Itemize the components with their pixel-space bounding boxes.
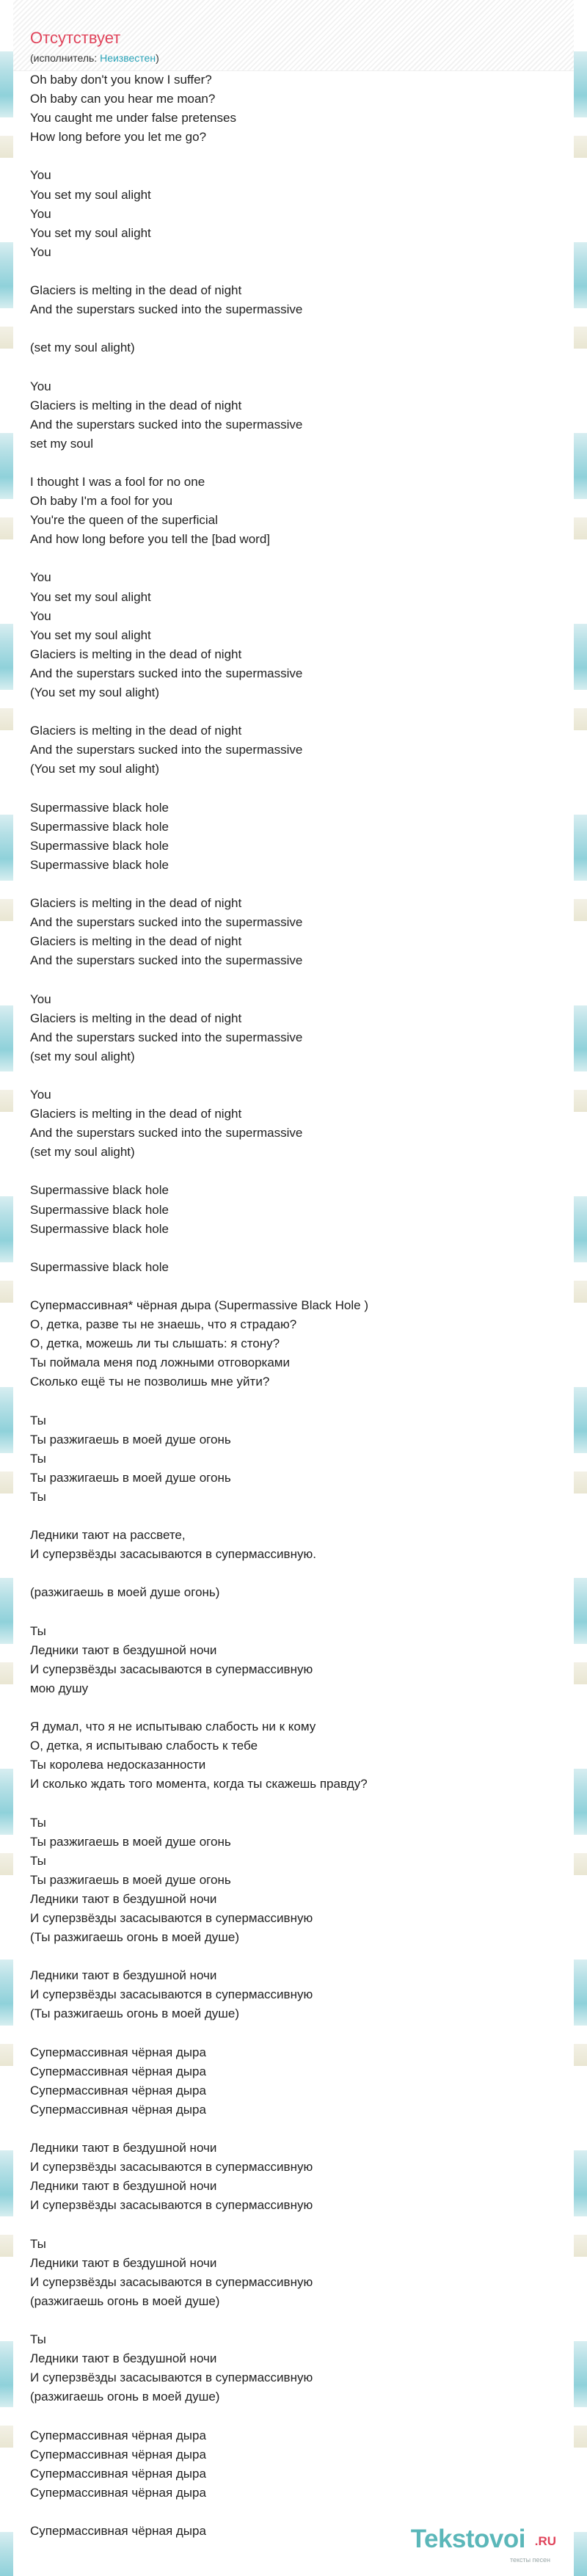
- lyrics-line: (You set my soul alight): [30, 762, 160, 776]
- lyrics-blank-line: [30, 702, 551, 721]
- lyrics-line: Glaciers is melting in the dead of night: [30, 896, 242, 911]
- lyrics-line: Oh baby don't you know I suffer?: [30, 73, 212, 87]
- lyrics-line: О, детка, можешь ли ты слышать: я стону?: [30, 1336, 280, 1351]
- lyrics-blank-line: [30, 1603, 551, 1622]
- lyrics-blank-line: [30, 147, 551, 166]
- lyrics-blank-line: [30, 875, 551, 894]
- lyrics-line: (set my soul alight): [30, 1049, 135, 1063]
- lyrics-blank-line: [30, 1066, 551, 1085]
- lyrics-blank-line: [30, 1391, 551, 1411]
- lyrics-blank-line: [30, 454, 551, 473]
- lyrics-line: set my soul: [30, 436, 93, 451]
- lyrics-blank-line: [30, 1507, 551, 1526]
- lyrics-line: И суперзвёзды засасываются в супермассивную: [30, 1911, 313, 1925]
- lyrics-line: Ты: [30, 1623, 46, 1638]
- lyrics-blank-line: [30, 1277, 551, 1296]
- lyrics-line: You set my soul alight: [30, 187, 151, 202]
- lyrics-blank-line: [30, 1947, 551, 1966]
- lyrics-line: И суперзвёзды засасываются в супермассивную: [30, 2274, 313, 2289]
- lyrics-line: Ледники тают в бездушной ночи: [30, 2179, 217, 2194]
- right-decorative-stripe: [574, 0, 587, 2576]
- lyrics-line: You set my soul alight: [30, 225, 151, 240]
- lyrics-line: Сколько ещё ты не позволишь мне уйти?: [30, 1375, 270, 1389]
- lyrics-line: И суперзвёзды засасываются в супермассивную: [30, 2371, 313, 2385]
- lyrics-blank-line: [30, 549, 551, 568]
- lyrics-line: Ты: [30, 1815, 46, 1830]
- lyrics-line: You: [30, 1087, 51, 1102]
- lyrics-line: I thought I was a fool for no one: [30, 474, 205, 489]
- lyrics-line: Ледники тают на рассвете,: [30, 1528, 186, 1543]
- song-title: Отсутствует: [30, 29, 121, 47]
- lyrics-line: Ты разжигаешь в моей душе огонь: [30, 1470, 231, 1485]
- lyrics-line: Oh baby can you hear me moan?: [30, 92, 216, 106]
- lyrics-blank-line: [30, 357, 551, 376]
- lyrics-blank-line: [30, 2406, 551, 2426]
- lyrics-line: You're the queen of the superficial: [30, 513, 218, 528]
- lyrics-line: You: [30, 206, 51, 221]
- lyrics-line: О, детка, разве ты не знаешь, что я страдаю?: [30, 1317, 297, 1332]
- lyrics-line: И суперзвёзды засасываются в супермассивную: [30, 1662, 313, 1676]
- lyrics-line: (set my soul alight): [30, 341, 135, 355]
- lyrics-line: мою душу: [30, 1681, 89, 1695]
- artist-suffix: ): [156, 52, 159, 64]
- lyrics-line: Supermassive black hole: [30, 1183, 169, 1198]
- lyrics-line: Ты: [30, 2236, 46, 2251]
- lyrics-line: И суперзвёзды засасываются в супермассивную.: [30, 1547, 316, 1562]
- lyrics-line: Glaciers is melting in the dead of night: [30, 1011, 242, 1025]
- lyrics-line: Я думал, что я не испытываю слабость ни к кому: [30, 1720, 316, 1734]
- lyrics-line: You: [30, 168, 51, 183]
- lyrics-line: Ты: [30, 1413, 46, 1427]
- lyrics-blank-line: [30, 1239, 551, 1258]
- artist-prefix: (исполнитель:: [30, 52, 101, 64]
- lyrics-blank-line: [30, 1794, 551, 1813]
- lyrics-line: Супермассивная чёрная дыра: [30, 2524, 206, 2538]
- lyrics-line: (You set my soul alight): [30, 685, 160, 699]
- lyrics-line: Supermassive black hole: [30, 800, 169, 815]
- lyrics-line: Ледники тают в бездушной ночи: [30, 1968, 217, 1983]
- lyrics-line: (Ты разжигаешь огонь в моей душе): [30, 1930, 240, 1945]
- lyrics-line: Supermassive black hole: [30, 1259, 169, 1274]
- lyrics-line: Супермассивная чёрная дыра: [30, 2428, 206, 2442]
- lyrics-text: [30, 70, 551, 2541]
- lyrics-blank-line: [30, 1162, 551, 1181]
- lyrics-line: Supermassive black hole: [30, 819, 169, 834]
- lyrics-blank-line: [30, 262, 551, 281]
- lyrics-card: [13, 0, 574, 2576]
- lyrics-line: И суперзвёзды засасываются в супермассивную: [30, 2160, 313, 2175]
- lyrics-blank-line: [30, 2503, 551, 2522]
- lyrics-line: Glaciers is melting in the dead of night: [30, 724, 242, 738]
- lyrics-line: How long before you let me go?: [30, 130, 207, 145]
- logo-tagline: тексты песен: [509, 2556, 550, 2564]
- lyrics-blank-line: [30, 2024, 551, 2043]
- lyrics-line: And how long before you tell the [bad word]: [30, 532, 270, 547]
- lyrics-line: Супермассивная чёрная дыра: [30, 2064, 206, 2078]
- lyrics-blank-line: [30, 1698, 551, 1717]
- artist-link[interactable]: Неизвестен: [100, 52, 156, 64]
- lyrics-line: Glaciers is melting in the dead of night: [30, 1107, 242, 1121]
- site-logo[interactable]: [395, 2523, 556, 2567]
- lyrics-line: Ты: [30, 1451, 46, 1466]
- lyrics-line: You: [30, 608, 51, 623]
- lyrics-line: Ледники тают в бездушной ночи: [30, 2255, 217, 2270]
- lyrics-blank-line: [30, 2216, 551, 2235]
- lyrics-line: Glaciers is melting in the dead of night: [30, 934, 242, 949]
- lyrics-line: Ты королева недосказанности: [30, 1758, 206, 1772]
- logo-domain: .RU: [534, 2534, 556, 2548]
- lyrics-blank-line: [30, 970, 551, 989]
- lyrics-line: And the superstars sucked into the supermassive: [30, 915, 303, 930]
- lyrics-line: Супермассивная чёрная дыра: [30, 2466, 206, 2481]
- lyrics-line: (разжигаешь в моей душе огонь): [30, 1585, 220, 1600]
- lyrics-line: Ты: [30, 1489, 46, 1504]
- lyrics-line: (set my soul alight): [30, 1145, 135, 1160]
- lyrics-line: Ты: [30, 1853, 46, 1868]
- left-decorative-stripe: [0, 0, 13, 2576]
- lyrics-line: And the superstars sucked into the supermassive: [30, 1126, 303, 1140]
- lyrics-line: Ты поймала меня под ложными отговорками: [30, 1356, 290, 1370]
- lyrics-line: Glaciers is melting in the dead of night: [30, 398, 242, 412]
- lyrics-line: And the superstars sucked into the supermassive: [30, 666, 303, 680]
- lyrics-line: Ледники тают в бездушной ночи: [30, 2141, 217, 2155]
- song-subtitle: [30, 51, 159, 65]
- lyrics-line: (разжигаешь огонь в моей душе): [30, 2293, 220, 2308]
- lyrics-line: И суперзвёзды засасываются в супермассивную: [30, 1987, 313, 2002]
- lyrics-line: You: [30, 570, 51, 585]
- logo-wordmark: Tekstovoi: [410, 2525, 525, 2553]
- lyrics-line: И суперзвёзды засасываются в супермассивную: [30, 2198, 313, 2213]
- lyrics-line: (Ты разжигаешь огонь в моей душе): [30, 2006, 240, 2021]
- lyrics-line: You: [30, 379, 51, 393]
- lyrics-line: Ледники тают в бездушной ночи: [30, 2351, 217, 2366]
- song-header: [13, 0, 574, 71]
- lyrics-line: Супермассивная чёрная дыра: [30, 2485, 206, 2500]
- lyrics-blank-line: [30, 319, 551, 338]
- lyrics-line: You caught me under false pretenses: [30, 111, 237, 125]
- lyrics-line: Supermassive black hole: [30, 838, 169, 853]
- lyrics-blank-line: [30, 2120, 551, 2139]
- lyrics-line: Супермассивная чёрная дыра: [30, 2102, 206, 2117]
- lyrics-line: Supermassive black hole: [30, 1202, 169, 1217]
- lyrics-line: Ты: [30, 2332, 46, 2347]
- lyrics-line: Glaciers is melting in the dead of night: [30, 283, 242, 298]
- lyrics-line: Ты разжигаешь в моей душе огонь: [30, 1834, 231, 1849]
- lyrics-line: And the superstars sucked into the supermassive: [30, 417, 303, 432]
- lyrics-line: And the superstars sucked into the supermassive: [30, 1030, 303, 1044]
- lyrics-line: Супермассивная чёрная дыра: [30, 2447, 206, 2462]
- lyrics-line: Ты разжигаешь в моей душе огонь: [30, 1872, 231, 1887]
- lyrics-line: Supermassive black hole: [30, 857, 169, 872]
- lyrics-line: Супермассивная* чёрная дыра (Supermassive Black Hole ): [30, 1298, 368, 1312]
- lyrics-line: Супермассивная чёрная дыра: [30, 2045, 206, 2059]
- lyrics-line: And the superstars sucked into the supermassive: [30, 302, 303, 317]
- lyrics-line: You set my soul alight: [30, 589, 151, 604]
- lyrics-line: Супермассивная чёрная дыра: [30, 2083, 206, 2097]
- lyrics-line: Supermassive black hole: [30, 1221, 169, 1236]
- lyrics-line: And the superstars sucked into the supermassive: [30, 953, 303, 968]
- lyrics-line: You: [30, 244, 51, 259]
- lyrics-blank-line: [30, 779, 551, 798]
- lyrics-blank-line: [30, 1564, 551, 1583]
- lyrics-blank-line: [30, 2311, 551, 2330]
- lyrics-line: Ледники тают в бездушной ночи: [30, 1891, 217, 1906]
- lyrics-line: Ты разжигаешь в моей душе огонь: [30, 1432, 231, 1447]
- lyrics-line: И сколько ждать того момента, когда ты скажешь правду?: [30, 1777, 368, 1791]
- lyrics-line: Ледники тают в бездушной ночи: [30, 1642, 217, 1657]
- lyrics-line: О, детка, я испытываю слабость к тебе: [30, 1739, 258, 1753]
- lyrics-line: You set my soul alight: [30, 627, 151, 642]
- lyrics-line: (разжигаешь огонь в моей душе): [30, 2390, 220, 2404]
- lyrics-line: Oh baby I'm a fool for you: [30, 494, 173, 509]
- lyrics-line: And the superstars sucked into the supermassive: [30, 743, 303, 757]
- lyrics-line: You: [30, 992, 51, 1006]
- lyrics-line: Glaciers is melting in the dead of night: [30, 647, 242, 661]
